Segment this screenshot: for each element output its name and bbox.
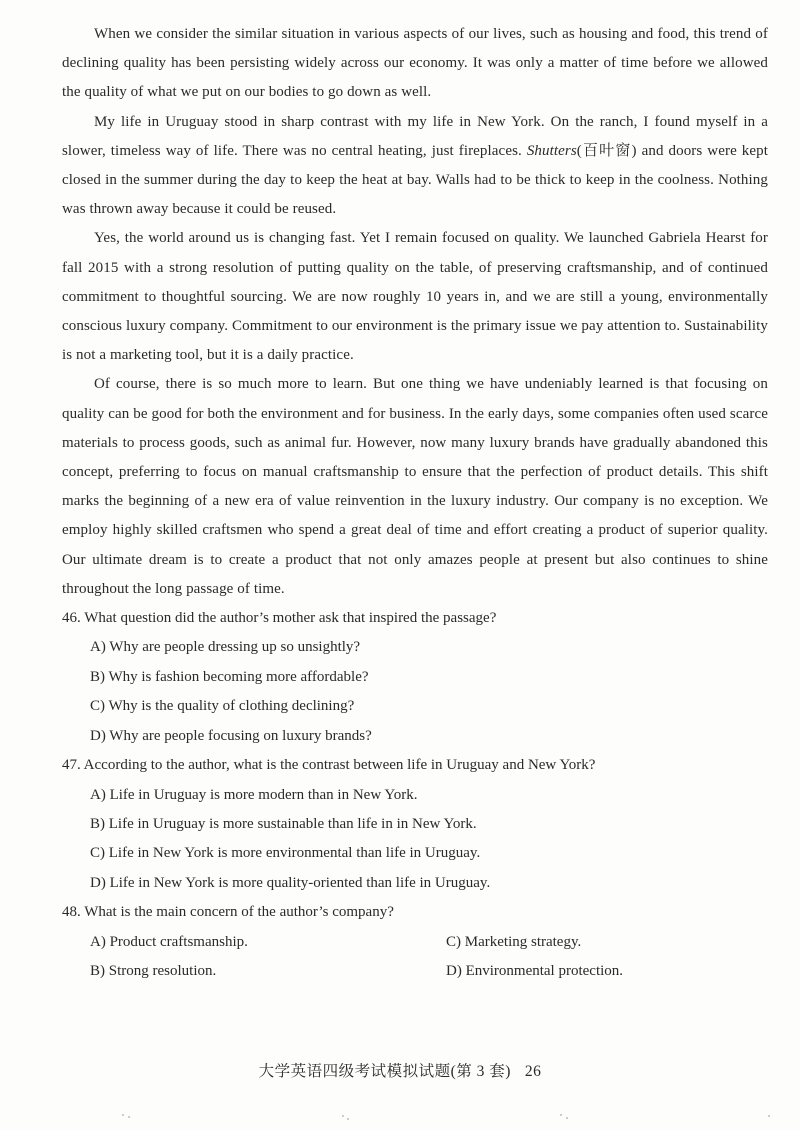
option-c: C) Why is the quality of clothing declining?	[90, 698, 355, 715]
paragraph-2-text-b: and doors were kept closed in the summer during the day to keep the heat at bay. Walls had to be thick to keep in the coolness. Nothing was thrown away because it could be reused.	[62, 142, 768, 218]
passage-paragraph-4: Of course, there is so much more to learn. But one thing we have undeniably learned is that focusing on quality can be good for both the environment and for business. In the early days, some companies often used scarce materials to process goods, such as animal fur. However, now many luxury brands have gradually abandoned this concept, preferring to focus on manual craftsmanship to ensure that the perfection of product details. This shift marks the beginning of a new era of value reinvention in the luxury industry. Our company is no exception. We employ highly skilled craftsmen who spend a great deal of time and effort creating a product of superior quality. Our ultimate dream is to create a product that not only amazes people at present but also continues to shine throughout the long passage of time.	[62, 376, 768, 597]
shutters-gloss: (百叶窗)	[576, 142, 637, 159]
option-b: B) Why is fashion becoming more affordable?	[90, 668, 369, 685]
scan-speck	[347, 1118, 349, 1120]
option-b: B) Strong resolution.	[90, 962, 217, 979]
question-48	[62, 898, 768, 986]
page-content	[62, 20, 768, 986]
option-d: D) Life in New York is more quality-oriented than life in Uruguay.	[90, 874, 491, 891]
shutters-term: Shutters	[526, 142, 577, 159]
question-stem: 46. What question did the author’s mother ask that inspired the passage?	[62, 610, 497, 627]
option-c: C) Marketing strategy.	[446, 933, 582, 950]
scan-specks	[0, 1112, 800, 1124]
option-a: A) Life in Uruguay is more modern than in New York.	[90, 786, 418, 803]
option-b: B) Life in Uruguay is more sustainable than life in in New York.	[90, 815, 477, 832]
option-c: C) Life in New York is more environmental than life in Uruguay.	[90, 845, 481, 862]
page-number: 26	[524, 1063, 542, 1080]
page-footer	[0, 1059, 800, 1081]
passage-paragraph-3: Yes, the world around us is changing fast. Yet I remain focused on quality. We launched Gabriela Hearst for fall 2015 with a strong resolution of putting quality on the table, of preserving craftsmanship, and of continued commitment to thoughtful sourcing. We are now roughly 10 years in, and we are still a young, environmentally conscious luxury company. Commitment to our environment is the primary issue we pay attention to. Sustainability is not a marketing tool, but it is a daily practice.	[62, 230, 768, 364]
option-a: A) Product craftsmanship.	[90, 933, 248, 950]
question-47	[62, 751, 768, 898]
question-46	[62, 604, 768, 751]
footer-title: 大学英语四级考试模拟试题(第 3 套)	[258, 1063, 511, 1080]
passage-paragraph-2	[62, 108, 768, 225]
option-d: D) Why are people focusing on luxury brands?	[90, 727, 372, 744]
scan-speck	[128, 1116, 130, 1118]
scan-speck	[342, 1115, 344, 1117]
scan-speck	[122, 1114, 124, 1116]
question-stem: 48. What is the main concern of the author’s company?	[62, 904, 394, 921]
scan-speck	[566, 1117, 568, 1119]
option-grid	[62, 928, 768, 987]
question-stem: 47. According to the author, what is the contrast between life in Uruguay and New York?	[62, 757, 596, 774]
option-a: A) Why are people dressing up so unsightly?	[90, 639, 361, 656]
option-d: D) Environmental protection.	[446, 962, 624, 979]
paragraph-2-text-a: My life in Uruguay stood in sharp contrast with my life in New York. On the ranch, I found myself in a slower, timeless way of life. There was no central heating, just fireplaces.	[62, 113, 768, 159]
scan-speck	[560, 1114, 562, 1116]
scan-speck	[768, 1115, 770, 1117]
passage-paragraph-1: When we consider the similar situation in various aspects of our lives, such as housing and food, this trend of declining quality has been persisting widely across our economy. It was only a matter of time before we allowed the quality of what we put on our bodies to go down as well.	[62, 26, 768, 101]
